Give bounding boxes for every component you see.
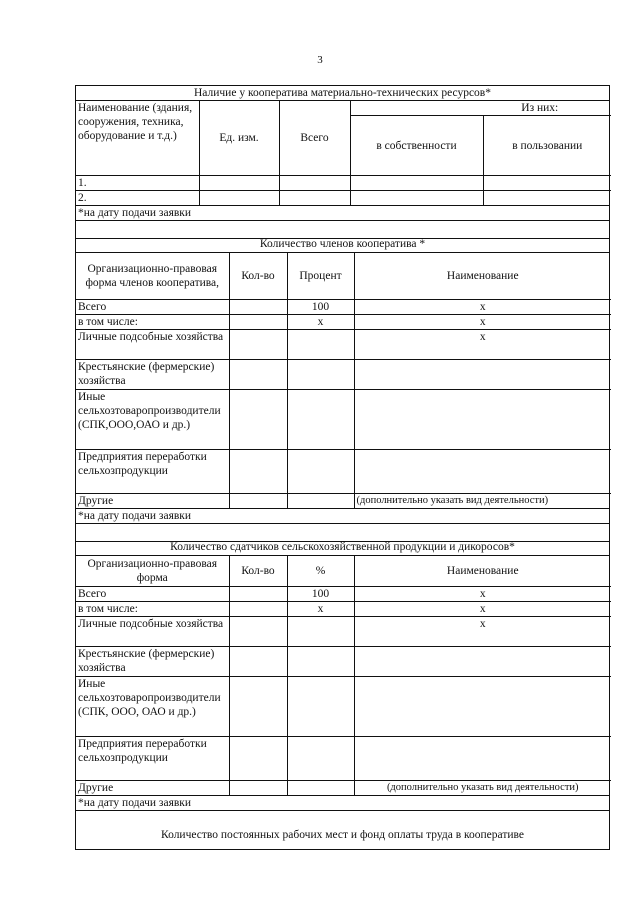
- cell: [287, 329, 354, 359]
- members-incl-percent: x: [287, 314, 354, 329]
- cell: [287, 780, 354, 795]
- cell: [229, 780, 287, 795]
- members-row-others: Другие: [76, 493, 229, 508]
- workplaces-title: Количество постоянных рабочих мест и фонд оплаты труда в кооперативе: [161, 828, 524, 841]
- members-title: Количество членов кооператива *: [76, 236, 609, 253]
- suppliers-lph-name: x: [354, 616, 611, 646]
- cell: [354, 449, 611, 493]
- cell: [287, 359, 354, 389]
- resources-col-name: Наименование (здания, сооружения, техника, оборудование и т.д.): [76, 101, 199, 176]
- cell: [287, 389, 354, 449]
- members-footnote: *на дату подачи заявки: [76, 508, 609, 524]
- resources-title: Наличие у кооператива материально-технических ресурсов*: [76, 86, 609, 101]
- members-col-percent: Процент: [287, 253, 354, 299]
- cell: [287, 616, 354, 646]
- members-col-name: Наименование: [354, 253, 611, 299]
- members-row-processing: Предприятия переработки сельхозпродукции: [76, 449, 229, 493]
- members-row-total: Всего: [76, 299, 229, 314]
- members-incl-name: x: [354, 314, 611, 329]
- members-row-incl: в том числе:: [76, 314, 229, 329]
- suppliers-row-other-producers: Иные сельхозтоваропроизводители (СПК, ООО, ОАО и др.): [76, 676, 229, 736]
- spacer: [76, 524, 609, 541]
- cell: [229, 389, 287, 449]
- cell: [229, 449, 287, 493]
- cell: [229, 314, 287, 329]
- resources-table: [76, 101, 611, 205]
- cell: [354, 359, 611, 389]
- cell: [354, 389, 611, 449]
- cell: [199, 176, 279, 191]
- cell: [354, 676, 611, 736]
- cell: [287, 676, 354, 736]
- suppliers-footnote: *на дату подачи заявки: [76, 795, 609, 811]
- resources-section: [75, 85, 610, 239]
- suppliers-row-lph: Личные подсобные хозяйства: [76, 616, 229, 646]
- cell: [229, 736, 287, 780]
- cell: [483, 176, 611, 191]
- page-number: 3: [317, 54, 323, 66]
- members-row-lph: Личные подсобные хозяйства: [76, 329, 229, 359]
- cell: [279, 191, 350, 206]
- members-others-name: (дополнительно указать вид деятельности): [354, 493, 611, 508]
- suppliers-section: [75, 539, 610, 850]
- suppliers-others-name: (дополнительно указать вид деятельности): [354, 780, 611, 795]
- suppliers-total-name: x: [354, 586, 611, 601]
- cell: [229, 586, 287, 601]
- suppliers-table: [76, 556, 611, 795]
- suppliers-row-kfh: Крестьянские (фермерские) хозяйства: [76, 646, 229, 676]
- members-table: [76, 253, 611, 508]
- members-row-other-producers: Иные сельхозтоваропроизводители (СПК,ООО,ОАО и др.): [76, 389, 229, 449]
- cell: [287, 449, 354, 493]
- members-row-kfh: Крестьянские (фермерские) хозяйства: [76, 359, 229, 389]
- cell: [354, 646, 611, 676]
- cell: [287, 736, 354, 780]
- suppliers-incl-percent: x: [287, 601, 354, 616]
- resources-footnote: *на дату подачи заявки: [76, 205, 609, 221]
- cell: [350, 176, 483, 191]
- members-section: [75, 236, 610, 542]
- resources-col-of-them: Из них:: [350, 101, 611, 116]
- suppliers-row-total: Всего: [76, 586, 229, 601]
- resources-col-owned: в собственности: [350, 116, 483, 176]
- members-lph-name: x: [354, 329, 611, 359]
- suppliers-row-incl: в том числе:: [76, 601, 229, 616]
- suppliers-incl-name: x: [354, 601, 611, 616]
- suppliers-title: Количество сдатчиков сельскохозяйственной продукции и дикоросов*: [76, 539, 609, 556]
- resources-col-total: Всего: [279, 101, 350, 176]
- suppliers-total-percent: 100: [287, 586, 354, 601]
- members-col-count: Кол-во: [229, 253, 287, 299]
- cell: [229, 676, 287, 736]
- suppliers-col-name: Наименование: [354, 556, 611, 586]
- resources-col-used: в пользовании: [483, 116, 611, 176]
- suppliers-row-others: Другие: [76, 780, 229, 795]
- cell: [229, 299, 287, 314]
- cell: [279, 176, 350, 191]
- cell: [287, 493, 354, 508]
- cell: [229, 359, 287, 389]
- suppliers-col-percent: %: [287, 556, 354, 586]
- cell: [483, 191, 611, 206]
- cell: [199, 191, 279, 206]
- cell: [287, 646, 354, 676]
- suppliers-col-form: Организационно-правовая форма: [76, 556, 229, 586]
- resources-row-2: 2.: [76, 191, 199, 206]
- cell: [229, 493, 287, 508]
- resources-row-1: 1.: [76, 176, 199, 191]
- members-total-percent: 100: [287, 299, 354, 314]
- members-total-name: x: [354, 299, 611, 314]
- cell: [350, 191, 483, 206]
- cell: [229, 329, 287, 359]
- cell: [229, 616, 287, 646]
- members-col-form: Организационно-правовая форма членов кооператива,: [76, 253, 229, 299]
- cell: [229, 646, 287, 676]
- cell: [354, 736, 611, 780]
- suppliers-col-count: Кол-во: [229, 556, 287, 586]
- spacer: [76, 811, 609, 825]
- resources-col-unit: Ед. изм.: [199, 101, 279, 176]
- suppliers-row-processing: Предприятия переработки сельхозпродукции: [76, 736, 229, 780]
- cell: [229, 601, 287, 616]
